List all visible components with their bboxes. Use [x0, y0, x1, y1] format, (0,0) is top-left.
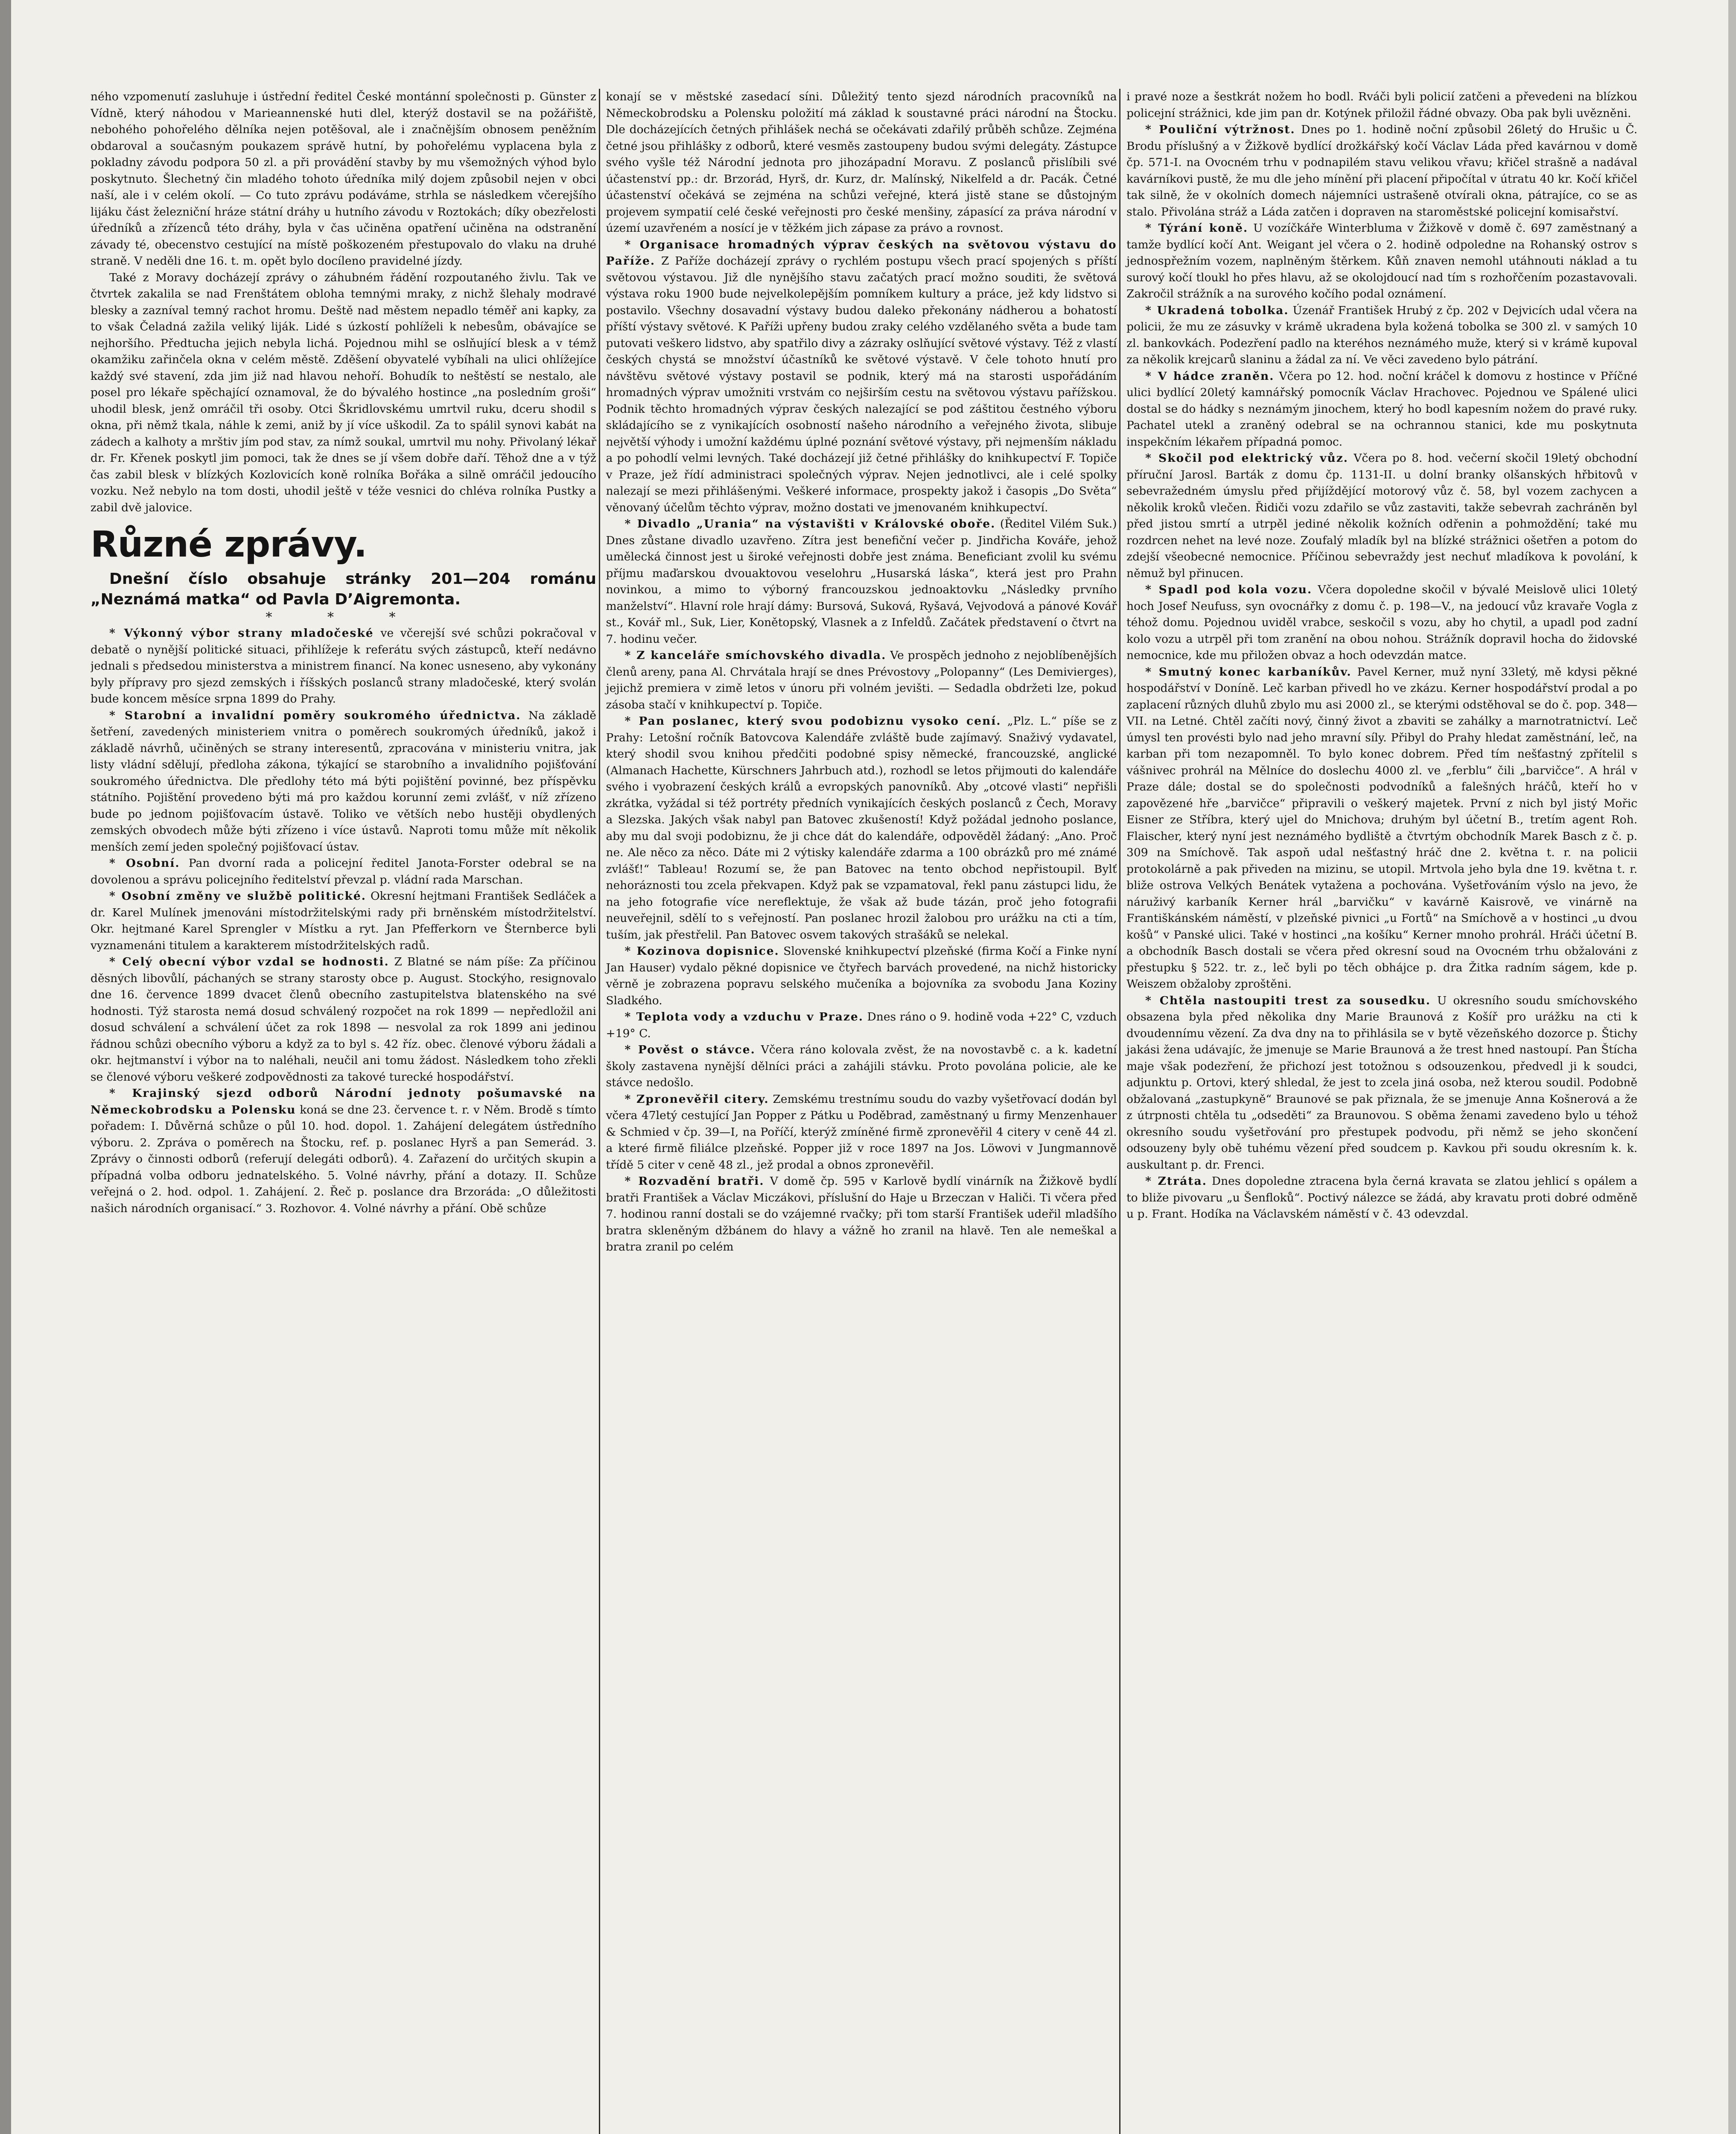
news-heading: * Týrání koně.: [1145, 222, 1249, 235]
newspaper-page: [90, 89, 1637, 2134]
column-2: [599, 89, 1117, 2134]
news-heading: * Organisace hromadných výprav českých na světovou výstavu do Paříže.: [606, 238, 1117, 268]
news-heading: * Teplota vody a vzduchu v Praze.: [624, 1010, 864, 1023]
news-item: [606, 647, 1117, 713]
news-text: Dnes dopoledne ztracena byla černá kravata se zlatou jehlicí s opálem a to bliže pivovaru „u Šenfloků“. Poctivý nálezce se žádá, aby kravatu proti dobré odměně u p. Frant. Hodíka na Václavském náměstí v č. 43 odevzdal.: [1126, 1175, 1637, 1221]
news-heading: * Spadl pod kola vozu.: [1145, 583, 1313, 596]
news-heading: * Smutný konec karbaníkův.: [1145, 665, 1352, 679]
news-item: [1126, 303, 1637, 368]
serial-note: Dnešní číslo obsahuje stránky 201—204 románu „Neznámá matka“ od Pavla D’Aigremonta.: [90, 570, 596, 608]
news-item: [606, 516, 1117, 647]
news-heading: * Pan poslanec, který svou podobiznu vysoko cení.: [624, 714, 1001, 728]
news-heading: * Z kanceláře smíchovského divadla.: [624, 649, 887, 662]
column-3: [1119, 89, 1637, 2134]
news-heading: * Osobní změny ve službě politické.: [109, 889, 366, 903]
news-text: Včera ráno kolovala zvěst, že na novostavbě c. a k. kadetní školy zastavena nynější dělníci práci a zahájili stávku. Proto povolána policie, ale ke stávce nedošlo.: [606, 1043, 1117, 1089]
article-continuation: ného vzpomenutí zasluhuje i ústřední ředitel České montánní společnosti p. Günster z Vídně, který náhodou v Marieannenské huti dlel, kterýž dostavil se na požářiště, nebohého pohořelého dělníka nejen potěšoval, ale i značnějším obnosem peněžním obdaroval a současným poukazem správě hutní, by pohořelému vyplacena byla z pokladny závodu podpora 50 zl. a při provádění stavby by mu všemožných výhod bylo poskytnuto. Šlechetný čin mladého tohoto úředníka milý dojem způsobil nejen v obci naší, ale i v celém okolí. — Co tuto zprávu podáváme, strhla se následkem včerejšího lijáku část železniční hráze státní dráhy u hutního závodu v Roztokách; díky obezřelosti úředníků a zřízenců této dráhy, byla v čas učiněna opatření učiněna na odstranění závady té, obecenstvo cestující na místě poškozeném přestupovalo do vlaku na druhé straně. V neděli dne 16. t. m. opět bylo docíleno pravidelné jízdy.: [90, 90, 596, 268]
news-item: [1126, 368, 1637, 451]
news-item: [1126, 993, 1637, 1174]
news-item: [606, 1173, 1117, 1256]
news-heading: * Divadlo „Urania“ na výstavišti v Královské oboře.: [624, 517, 996, 531]
news-text: koná se dne 23. července t. r. v Něm. Brodě s tímto pořadem: I. Důvěrná schůze o půl 10. hod. dopol. 1. Zahájení delegátem ústředního výboru. 2. Zpráva o poměrech na Štocku, ref. p. poslanec Hyrš a pan Semerád. 3. Zprávy o činnosti odborů (referují delegáti odborů). 4. Zařazení do určitých skupin a případná volba odboru jednatelského. 5. Volné návrhy, přání a dotazy. II. Schůze veřejná o 2. hod. odpol. 1. Zahájení. 2. Řeč p. poslance dra Brzoráda: „O důležitosti našich národních organisací.“ 3. Rozhovor. 4. Volné návrhy a přání. Obě schůze: [90, 1103, 596, 1215]
news-item: [90, 855, 596, 888]
news-heading: * Pověst o stávce.: [624, 1043, 756, 1056]
news-item: [606, 1091, 1117, 1174]
news-item: [1126, 664, 1637, 993]
separator-stars: * * *: [266, 610, 421, 625]
news-text: (Ředitel Vilém Suk.) Dnes zůstane divadlo uzavřeno. Zítra jest benefiční večer p. Jindřicha Kováře, jehož umělecká činnost jest u široké veřejnosti dobře jest známa. Beneficiant zvolil ku svému příjmu maďarskou dvouaktovou veselohru „Husarská láska“, která jest pro Prahn novinkou, a mimo to výborný francouzskou jednoaktovku „Následky prvního manželství“. Hlavní role hrají dámy: Bursová, Suková, Ryšavá, Vejvodová a pánové Kovář st., Kovář ml., Suk, Lier, Konětopský, Vlasnek a z Infeldů. Začátek představení o čtvrt na 7. hodinu večer.: [606, 517, 1117, 646]
news-text: V domě čp. 595 v Karlově bydlí vinárník na Žižkově bydlí bratři František a Václav Miczákovi, příslušní do Haje u Brzeczan v Haliči. Ti včera před 7. hodinou ranní dostali se do vzájemné rvačky; při tom starší František udeřil mladšího bratra skleněným džbánem do hlavy a vážně ho zranil na hlavě. Ten ale nemeškal a bratra zranil po celém: [606, 1175, 1117, 1254]
news-item: [1126, 450, 1637, 582]
news-heading: * Pouliční výtržnost.: [1145, 123, 1295, 136]
news-text: Okresní hejtmani František Sedláček a dr. Karel Mulínek jmenováni místodržitelskými rady při brněnském místodržitelství. Okr. hejtmané Karel Sprengler v Místku a ryt. Jan Pfefferkorn ve Šternberce byli vyznamenáni titulem a karakterem místodržitelských radů.: [90, 889, 596, 952]
news-heading: * Rozvadění bratři.: [624, 1175, 764, 1188]
scan-edge-right: [1728, 0, 1736, 2134]
news-text: Pavel Kerner, muž nyní 33letý, mě kdysi pěkné hospodářství v Doníně. Leč karban přivedl ho ve zkázu. Kerner hospodářství prodal a po zaplacení různých dluhů zbylo mu asi 2000 zl., se kterými odstěhoval se do č. pop. 348—VII. na Letné. Chtěl začíti nový, činný život a zbaviti se zahálky a marnotratnictví. Leč úmysl ten provésti bylo nad jeho mravní síly. Přibyl do Prahy hledat zaměstnání, leč, na karban při tom nezapomněl. To bylo konec dobrem. Před tím nešťastný zpřítelil s vášnivec prohrál na Mělníce do doslechu 4000 zl. ve „ferblu“ čili „barvičce“. A hrál v Praze dále; dostal se do společnosti podvodníků a falešných hráčů, kteří ho v zapovězené hře „barvičce“ připravili o veškerý majetek. První z nich byl jistý Mořic Eisner ze Stříbra, který ujel do Mnichova; druhým byl účetní B., tretím agent Roh. Flaischer, který nyní jest neznámého bydliště a čtvrtým obchodník Marek Basch z č. p. 309 na Smíchově. Tak aspoň udal nešťastný hráč dne 2. května t. r. na policii protokolárně a pak přiveden na mizinu, se utopil. Mrtvola jeho byla dne 19. května t. r. bliže ostrova Velkých Benátek vytažena a pochována. Vyšetřováním výslo na jevo, že náruživý karbaník Kerner hrál „barvičku“ v kavárně Kaisrově, ve vinárně na Františkánském náměstí, v plzeňské pivnici „u Fortů“ na Smíchově a v hostinci „u dvou košů“ v Panské ulici. Také v hostinci „na košíku“ Kerner mnoho prohrál. Hráči účetní B. a obchodník Basch dostali se včera před okresní soud na Ovocném trhu obžalováni z přestupku § 522. tr. z., leč byli po těch obhájce p. dra Žitka radním ságem, kde p. Weiszem obžaloby zproštěni.: [1126, 665, 1637, 991]
news-text: Z Paříže docházejí zprávy o rychlém postupu všech prací spojených s příští světovou výstavou. Již dle nynějšího stavu začatých prací možno souditi, že světová výstava roku 1900 bude nejvelkolepějším pomníkem kultury a práce, jež kdy lidstvo si postavilo. Všechny dosavadní výstavy budou daleko překonány nádherou a bohatostí příští výstavy světové. K Paříži upřeny budou zraky celého vzdělaného světa a bude tam putovati veškero lidstvo, aby spatřilo divy a zázraky oslňující světové výstavy. Též z vlastí českých chystá se množství účastníků ke světové výstavě. V čele tohoto hnutí pro návštěvu světové výstavy postavil se podnik, který má na starosti uspořádáním hromadných výprav umožniti vrstvám co nejširším cestu na světovou výstavu pařížskou. Podnik těchto hromadných výprav českých nalezající se pod záštitou čestného výboru skládajícího se z vynikajících osobností našeho národního a veřejného života, slibuje největší výhody i umožní každému úplné poznání světové výstavy, při nejmenším nákladu a po pohodlí velmi levných. Také docházejí již četné přihlášky do knihkupectví F. Topiče v Praze, jež řídí administraci společných výprav. Nejen jednotlivci, ale i celé spolky nalezají se mezi přihlášenými. Veškeré informace, prospekty jakož i časopis „Do Světa“ věnovaný účelům těchto výprav, možno dostati ve jmenovaném knihkupectví.: [606, 254, 1117, 514]
news-text: Dnes ráno o 9. hodině voda +22° C, vzduch +19° C.: [606, 1010, 1117, 1040]
column-1: [90, 89, 596, 2134]
section-title: Různé zprávy.: [90, 523, 367, 565]
news-text: „Plz. L.“ píše se z Prahy: Letošní ročník Batovcova Kalendáře zvláště bude zajímavý. Snaživý vydavatel, který shodil svou knihou předčiti podobné spisy německé, francouzské, anglické (Almanach Hachette, Kürschners Jahrbuch atd.), rozhodl se letos přijmouti do kalendáře svého i vyobrazení českých králů a evropských panovníků. Aby „otcové vlasti“ nepřišli zkrátka, vyžádal si též portréty předních vynikajících českých poslanců z Čech, Moravy a Slezska. Jakých však nabyl pan Batovec zkušeností! Když požádal jednoho poslance, aby mu dal svoji podobiznu, že ji chce dát do kalendáře, odpověděl žádaný: „Ano. Proč ne. Ale něco za něco. Dáte mi 2 výtisky kalendáře zdarma a 100 obrázků pro mé známé zvlášť!“ Tableau! Rozumí se, že pan Batovec na tento obchod nepřistoupil. Bylť nehoráznosti tou zcela překvapen. Když pak se vzpamatoval, řekl panu zástupci lidu, že na jeho fotografie více nereflektuje, že však až bude tázán, proč jeho fotografii neuveřejnil, sdělí to s veřejností. Pan poslanec hrozil žalobou pro urážku na cti a tím, tuším, jak přestřelil. Pan Batovec osvem takových strašáků se nelekal.: [606, 714, 1117, 942]
news-heading: * Skočil pod elektrický vůz.: [1145, 452, 1348, 465]
article-continuation: konají se v městské zasedací síni. Důležitý tento sjezd národních pracovníků na Německobrodsku a Polensku položití má základ k soustavné práci národní na Štocku. Dle docházejících četných přihlášek nechá se očekávati zdařilý průběh schůze. Zejména četné jsou přihlášky z odborů, které vesměs zastoupeny budou svými delegáty. Zástupce svého vyšle též Národní jednota pro jihozápadní Moravu. Z poslanců přislíbili své účastenství pp.: dr. Brzorád, Hyrš, dr. Kurz, dr. Malínský, Nikelfeld a dr. Pacák. Četné účastenství očekává se zejména na schůzi veřejné, která jistě stane se důstojným projevem sympatií celé české veřejnosti pro české menšiny, zápasící za práva národní v území uzavřeném a nosící je v těžkém jich zápase za právo a rovnost.: [606, 90, 1117, 235]
news-text: Zemskému trestnímu soudu do vazby vyšetřovací dodán byl včera 47letý cestující Jan Popper z Pátku u Poděbrad, zaměstnaný u firmy Menzenhauer & Schmied v čp. 39—I, na Poříčí, kterýž zmíněné firmě zpronevěřil 4 citery v ceně 44 zl. a které firmě filiálce plzeňské. Popper již v roce 1897 na Jos. Löwovi v Jungmannově třídě 5 citer v ceně 48 zl., jež prodal a obnos zpronevěřil.: [606, 1092, 1117, 1172]
news-item: [90, 1085, 596, 1217]
news-text: Slovenské knihkupectví plzeňské (firma Kočí a Finke nyní Jan Hauser) vydalo pěkné dopisnice ve čtyřech barvách provedené, na nichž historicky věrně je zobrazena popravu selského mučeníka a bojovníka za svobodu Jana Koziny Sladkého.: [606, 945, 1117, 1007]
article-continuation: i pravé noze a šestkrát nožem ho bodl. Rváči byli policií zatčeni a převedeni na blízkou policejní strážnici, kde jim pan dr. Kotýnek přiložil řádné obvazy. Oba pak byli uvězněni.: [1126, 90, 1637, 120]
news-text: Ve prospěch jednoho z nejoblíbenějších členů areny, pana Al. Chrvátala hrají se dnes Prévostovy „Polopanny“ (Les Demivierges), jejichž premiera v zimě letos v únoru při volném jevišti. — Sedadla obdržeti lze, pokud zásoba stačí v knihkupectví p. Topiče.: [606, 649, 1117, 711]
news-text: Dnes po 1. hodině noční způsobil 26letý do Hrušic u Č. Brodu příslušný a v Žižkově bydlící drožkářský kočí Václav Láda před kavárnou v domě čp. 571-I. na Ovocném trhu v podnapilém stavu velikou vřavu; křičel strašně a nadával kavárníkovi pustě, že mu dle jeho mínění při placení připočítal v útratu 40 kr. Kočí křičel tak silně, že v okolních domech nájemníci ustrašeně otvírali okna, pátrajíce, co se as stalo. Přivolána stráž a Láda zatčen i dopraven na staroměstské policejní komisařství.: [1126, 123, 1637, 219]
news-heading: * Chtěla nastoupiti trest za sousedku.: [1145, 994, 1431, 1007]
news-item: [606, 237, 1117, 516]
news-heading: * V hádce zraněn.: [1145, 369, 1275, 383]
news-heading: * Starobní a invalidní poměry soukromého úřednictva.: [109, 708, 521, 722]
news-text: Pan dvorní rada a policejní ředitel Janota-Forster odebral se na dovolenou a správu policejního ředitelství převzal p. vládní rada Marschan.: [90, 857, 596, 886]
news-heading: * Ztráta.: [1145, 1175, 1207, 1188]
news-text: Z Blatné se nám píše: Za příčinou děsných libovůlí, páchaných se strany starosty obce p. August. Stockýho, resignovalo dne 16. července 1899 dvacet členů obecního zastupitelstva blatenského na své hodnosti. Týž starosta nemá dosud schválený rozpočet na rok 1899 — nepředložil ani dosud schválení a schválení účet za rok 1898 — nesvolal za rok 1899 ani jedinou řádnou schůzi obecního výboru a když za to byl s. 42 říz. obec. členové výboru žádali a okr. hejtmanství i výbor na to naléhali, neučil ani tomu žádost. Následkem toho zřekli se členové výboru veškeré zodpovědnosti za takové turecké hospodářství.: [90, 955, 596, 1084]
news-text: ve včerejší své schůzi pokračoval v debatě o nynější politické situaci, přihlížeje k referátu svých zástupců, kteří nedávno jednali s předsedou ministerstva a ministrem financí. Na konec usneseno, aby vykonány byly přípravy pro sjezd zemských i říšských poslanců strany mladočeské, který svolán bude koncem měsíce srpna 1899 do Prahy.: [90, 627, 596, 706]
news-item: [90, 954, 596, 1085]
news-text: U vozíčkáře Winterbluma v Žižkově v domě č. 697 zaměstnaný a tamže bydlící kočí Ant. Weigant jel včera o 2. hodině odpoledne na Rohanský ostrov s jednospřežním vozem, naplněným štěrkem. Kůň znaven nemohl utáhnouti náklad a tu surový kočí tloukl ho přes hlavu, až se okolojdoucí nad tím s rozhořčením pozastavovali. Zakročil strážník a na surového kočího podal oznámení.: [1126, 222, 1637, 300]
news-item: [90, 708, 596, 856]
news-heading: * Ukradená tobolka.: [1145, 303, 1289, 317]
news-heading: * Výkonný výbor strany mladočeské: [109, 627, 374, 640]
news-item: [1126, 122, 1637, 220]
news-heading: * Kozinova dopisnice.: [624, 945, 779, 958]
news-item: [1126, 220, 1637, 303]
news-item: [606, 943, 1117, 1009]
news-heading: * Zpronevěřil citery.: [624, 1092, 769, 1106]
news-heading: * Osobní.: [109, 857, 180, 870]
news-text: Na základě šetření, zavedených ministeriem vnitra o poměrech soukromých úředníků, jakož i základě návrhů, učiněných se strany interesentů, zpracována v ministeriu vnitra, jak listy vládní sdělují, předloha zákona, týkající se starobního a invalidního pojišťování soukromého úřednictva. Dle předlohy této má býti pojištění povinné, bez příspěvku státního. Pojištění provedeno býti má pro každou korunní zemi zvlášť, v níž zřízeno bude po jednom pojišťovacím ústavě. Toliko ve větších nebo hustěji obydlených zemských obvodech může býti zřízeno i více ústavů. Naproti tomu může mít několik menších zemí jeden společný pojišťovací ústav.: [90, 708, 596, 854]
news-item: [606, 713, 1117, 943]
news-text: Včera dopoledne skočil v bývalé Meislově ulici 10letý hoch Josef Neufuss, syn ovocnářky z domu č. p. 198—V., na jedoucí vůz kravaře Vogla z téhož domu. Pojednou uviděl vrabce, seskočil s vozu, aby ho chytil, a upadl pod zadní kolo vozu a utrpěl při tom zranění na obou nohou. Strážník dopravil hocha do židovské nemocnice, kde mu přiložen obvaz a hoch odevzdán matce.: [1126, 583, 1637, 662]
news-text: Úzenář František Hrubý z čp. 202 v Dejvicích udal včera na policii, že mu ze zásuvky v krámě ukradena byla kožená tobolka se 300 zl. v samých 10 zl. bankovkách. Podezření padlo na kteréhos neznámého muže, který si v krámě kupoval za několik krejcarů slaninu a žádal za ní. Ve věci zavedeno bylo pátrání.: [1126, 303, 1637, 366]
news-text: U okresního soudu smíchovského obsazena byla před několika dny Marie Braunová z Košíř pro urážku na cti k dvoudennímu vězení. Za dva dny na to přihlásila se v bytě vězeňského dozorce p. Štichy jakási žena udávajíc, že jmenuje se Marie Braunová a že trest hned nastoupí. Pan Štícha maje však podezření, že přichozí jest totožnou s odsouzenkou, předvedl ji k soudci, adjunktu p. Ortovi, který shledal, že jest to zcela jiná osoba, než kterou soudil. Podobně obžalovaná „zastupkyně“ Braunové se pak přiznala, že se jmenuje Anna Košnerová a že z útrpnosti chtěla tu „odseděti“ za Braunovou. S oběma ženami zavedeno bylo u téhož okresního soudu vyšetřování pro přestupek podvodu, při němž se jeho skončení odsouzeny byly obě tuhému vězení před soudcem p. Kavkou při soudu okresním k. k. auskultant p. dr. Frenci.: [1126, 994, 1637, 1172]
news-text: Včera po 8. hod. večerní skočil 19letý obchodní příruční Jarosl. Barták z domu čp. 1131-II. u dolní branky olšanských hřbitovů v sebevražedném úmyslu před přijíždějící motorový vůz č. 58, byl vozem zachycen a několik kroků vlečen. Řidiči vozu zdařilo se vůz zastaviti, takže sebevrah zachráněn byl před jistou smrtí a utrpěl jediné několik kožních odřenin a pohmoždění; také mu rozdrcen nehet na levé noze. Zoufalý mladík byl na blízké strážnici ošetřen a potom do zdejší všeobecné nemocnice. Příčinou sebevraždy jest nechuť mladíkova k povolání, k němuž byl přinucen.: [1126, 452, 1637, 580]
news-item: [90, 625, 596, 708]
article-storm-moravia: Také z Moravy docházejí zprávy o záhubném řádění rozpoutaného živlu. Tak ve čtvrtek zakalila se nad Frenštátem obloha temnými mraky, z nichž šlehaly modravé blesky a zazníval temný rachot hromu. Deště nad městem nepadlo téměř ani kapky, za to však Čeladná zažila veliký liják. Lidé s úzkostí pohlíželi k nebesům, obávajíce se nejhoršího. Předtucha jejich nebyla lichá. Pojednou mihl se oslňující blesk a v témž okamžiku zařinčela okna v celém městě. Zděšení obyvatelé vybíhali na ulici ohlížejíce každý své stavení, zda jim již nad hlavou nehoří. Bohudík to neštěstí se nestalo, ale posel pro lékaře spěchající oznamoval, že do bývalého hostince „na posledním groši“ uhodil blesk, jenž omráčil tři osoby. Otci Škridlovskému umrtvil ruku, dceru shodil s okna, při němž tkala, náhle k zemi, aniž by jí více uškodil. Za to spálil synovi kabát na zádech a kalhoty a mrštiv jím pod stav, za nímž soukal, umrtvil mu nohy. Přivolaný lékař dr. Fr. Křenek poskytl jim pomoci, tak že dnes se jí všem dobře daří. Těhož dne a v týž čas zabil blesk v blízkých Kozlovicích koně rolníka Bořáka a silně omráčil jedoucího vozku. Než nebylo na tom dosti, uhodil ještě v téže vesnici do chléva rolníka Pustky a zabil dvě jalovice.: [90, 271, 596, 514]
news-text: Včera po 12. hod. noční kráčel k domovu z hostince v Příčné ulici bydlící 20letý kamnářský pomocník Václav Hrachovec. Pojednou ve Spálené ulici dostal se do hádky s neznámým jinochem, který ho bodl kapesním nožem do pravé ruky. Pachatel utekl a zraněný odebral se na ochrannou stanici, kde mu poskytnuta inspekčním lékařem případná pomoc.: [1126, 369, 1637, 449]
news-item: [1126, 1173, 1637, 1223]
news-heading: * Krajinský sjezd odborů Národní jednoty pošumavské na Německobrodsku a Polensku: [90, 1087, 596, 1117]
scan-edge-left: [0, 0, 11, 2134]
news-item: [606, 1009, 1117, 1042]
news-item: [90, 888, 596, 954]
news-heading: * Celý obecní výbor vzdal se hodnosti.: [109, 955, 389, 968]
news-item: [606, 1042, 1117, 1091]
news-item: [1126, 582, 1637, 664]
